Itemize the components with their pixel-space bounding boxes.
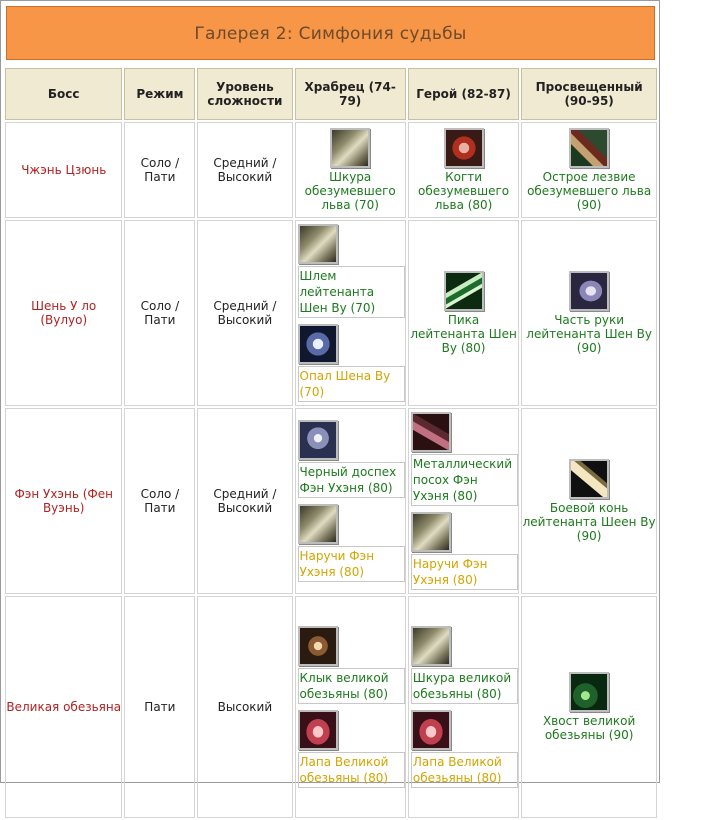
enlightened-cell: [521, 122, 657, 218]
loot-label: Часть руки лейтенанта Шен Ву (90): [526, 313, 652, 355]
mode-value: Соло / Пати: [124, 220, 195, 406]
loot-item[interactable]: [298, 504, 405, 582]
hero-cell: [408, 596, 519, 818]
loot-label: Черный доспех Фэн Ухэня (80): [298, 462, 405, 498]
table-header-row: [5, 68, 657, 120]
fang-icon: [298, 626, 338, 666]
loot-label: Острое лезвие обезумевшего льва (90): [527, 170, 652, 212]
page-title: Галерея 2: Симфония судьбы: [6, 6, 655, 60]
loot-item[interactable]: [411, 412, 518, 506]
header-brave: Храбрец (74-79): [295, 68, 406, 120]
mode-value: Соло / Пати: [124, 408, 195, 594]
loot-item[interactable]: [296, 128, 405, 212]
horn-icon: [569, 459, 609, 499]
header-hero: Герой (82-87): [408, 68, 519, 120]
loot-item[interactable]: [298, 420, 405, 498]
loot-item[interactable]: [298, 626, 405, 704]
opal-icon: [298, 324, 338, 364]
boss-name: Великая обезьяна: [5, 596, 122, 818]
table-row: [5, 122, 657, 218]
loot-label: Лапа Великой обезьяны (80): [298, 752, 405, 788]
spear-icon: [444, 271, 484, 311]
loot-label: Когти обезумевшего льва (80): [418, 170, 510, 212]
loot-label: Шкура обезумевшего льва (70): [304, 170, 396, 212]
loot-label: Металлический посох Фэн Ухэня (80): [411, 454, 518, 506]
header-boss: Босс: [5, 68, 122, 120]
hero-cell: [408, 408, 519, 594]
loot-label: Опал Шена Ву (70): [298, 366, 405, 402]
loot-label: Пика лейтенанта Шен Ву (80): [410, 313, 517, 355]
armor-icon: [298, 420, 338, 460]
staff-icon: [411, 412, 451, 452]
loot-label: Хвост великой обезьяны (90): [542, 714, 636, 742]
loot-label: Боевой конь лейтенанта Шеен Ву (90): [522, 501, 656, 543]
brave-cell: [295, 122, 406, 218]
loot-label: Наручи Фэн Ухэня (80): [298, 546, 405, 582]
enlightened-cell: [521, 220, 657, 406]
loot-item[interactable]: [409, 128, 518, 212]
loot-item[interactable]: [522, 128, 656, 212]
table-row: [5, 408, 657, 594]
boss-name: Фэн Ухэнь (Фен Вуэнь): [5, 408, 122, 594]
brave-cell: [295, 408, 406, 594]
boss-name: Чжэнь Цзюнь: [5, 122, 122, 218]
cloth-icon: [411, 626, 451, 666]
cloth-icon: [298, 224, 338, 264]
claw-icon: [444, 128, 484, 168]
hero-cell: [408, 220, 519, 406]
paw-icon: [411, 710, 451, 750]
loot-item[interactable]: [411, 710, 518, 788]
mode-value: Пати: [124, 596, 195, 818]
header-mode: Режим: [124, 68, 195, 120]
difficulty-value: Средний / Высокий: [197, 220, 292, 406]
blade-icon: [569, 128, 609, 168]
difficulty-value: Средний / Высокий: [197, 408, 292, 594]
loot-item[interactable]: [522, 672, 656, 742]
enlightened-cell: [521, 596, 657, 818]
table-row: [5, 596, 657, 818]
loot-item[interactable]: [298, 224, 405, 318]
arm-icon: [569, 271, 609, 311]
cloth-icon: [330, 128, 370, 168]
header-difficulty: Уровень сложности: [197, 68, 292, 120]
header-enlightened: Просвещенный (90-95): [521, 68, 657, 120]
loot-label: Шлем лейтенанта Шен Ву (70): [298, 266, 405, 318]
loot-item[interactable]: [522, 271, 656, 355]
loot-item[interactable]: [411, 512, 518, 590]
difficulty-value: Высокий: [197, 596, 292, 818]
brave-cell: [295, 220, 406, 406]
loot-item[interactable]: [298, 324, 405, 402]
cloth-icon: [298, 504, 338, 544]
brave-cell: [295, 596, 406, 818]
loot-item[interactable]: [409, 271, 518, 355]
paw-icon: [298, 710, 338, 750]
loot-label: Клык великой обезьяны (80): [298, 668, 405, 704]
boss-name: Шень У ло (Вулуо): [5, 220, 122, 406]
loot-item[interactable]: [298, 710, 405, 788]
mode-value: Соло / Пати: [124, 122, 195, 218]
loot-label: Лапа Великой обезьяны (80): [411, 752, 518, 788]
loot-label: Шкура великой обезьяны (80): [411, 668, 518, 704]
table-row: [5, 220, 657, 406]
cloth-icon: [411, 512, 451, 552]
hero-cell: [408, 122, 519, 218]
enlightened-cell: [521, 408, 657, 594]
loot-item[interactable]: [411, 626, 518, 704]
loot-label: Наручи Фэн Ухэня (80): [411, 554, 518, 590]
difficulty-value: Средний / Высокий: [197, 122, 292, 218]
boss-table: [3, 66, 659, 820]
loot-item[interactable]: [522, 459, 656, 543]
tail-icon: [569, 672, 609, 712]
